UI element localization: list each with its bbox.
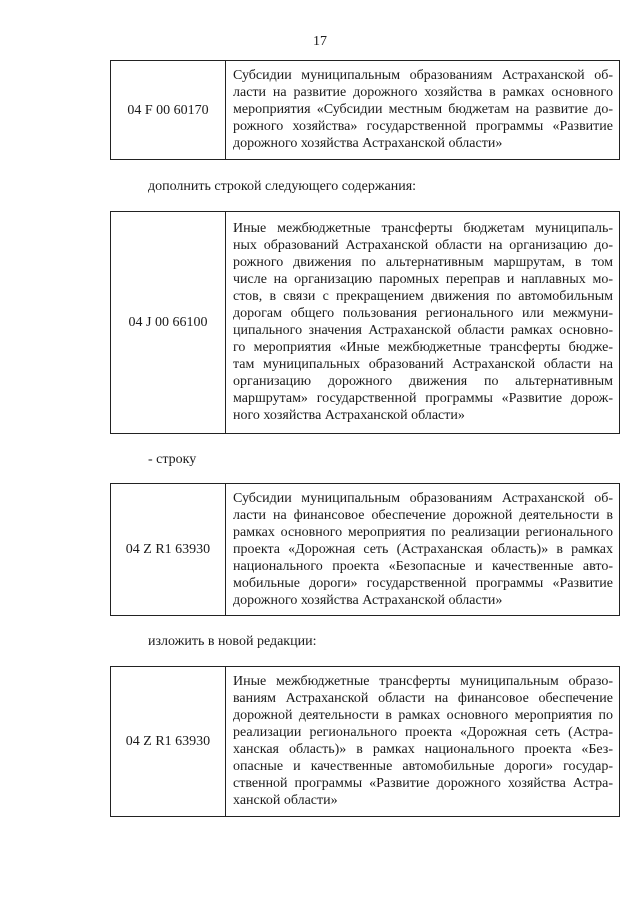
table-row [111, 61, 620, 160]
description-line: ного хозяйства Астраханской области» [233, 408, 465, 423]
description-line: там муниципальных образований Астраханской области на [233, 357, 613, 372]
budget-code-table-1 [110, 60, 620, 160]
description-cell [226, 667, 620, 817]
description-cell [226, 484, 620, 616]
description-line: мобильные дороги» государственной программы «Развитие [233, 575, 613, 591]
description-line: Иные межбюджетные трансферты муниципальным образо- [233, 674, 613, 689]
description-line: дорожной деятельности в рамках основного мероприятия по [233, 708, 613, 723]
description-line: дорогам общего пользования регионального или межмуни- [233, 306, 613, 321]
description-line: го мероприятия «Иные межбюджетные трансферты бюдже- [233, 340, 613, 355]
description-line: ханской области» [233, 793, 338, 808]
budget-code-cell: 04 J 00 66100 [111, 212, 226, 434]
description-cell [226, 212, 620, 434]
description-line: ципального значения Астраханской области рамках основно- [233, 323, 613, 338]
description-line: рожного движения по альтернативным маршрутам, в том [233, 255, 613, 270]
description-line: мероприятия «Субсидии местным бюджетам на развитие до- [233, 102, 613, 117]
description-line: проекта «Дорожная сеть (Астраханская область)» в рамках [233, 541, 613, 557]
instruction-text: дополнить строкой следующего содержания: [148, 179, 417, 194]
description-line: реализации регионального проекта «Дорожная сеть (Астра- [233, 725, 613, 740]
description-cell [226, 61, 620, 160]
budget-code-cell: 04 Z R1 63930 [111, 484, 226, 616]
description-line: ханская область)» в рамках национального проекта «Без- [233, 742, 613, 757]
description-line: Субсидии муниципальным образованиям Астраханской об- [233, 490, 613, 506]
description-line: стов, в связи с прекращением движения по автомобильным [233, 289, 613, 304]
description-line: национального проекта «Безопасные и качественные авто- [233, 558, 613, 574]
table-row [111, 484, 620, 616]
description-line: дорожного хозяйства Астраханской области» [233, 592, 503, 608]
table-row [111, 212, 620, 434]
description-line: ных образований Астраханской области на организацию до- [233, 238, 613, 253]
description-line: Иные межбюджетные трансферты бюджетам муниципаль- [233, 221, 613, 236]
description-line: числе на организацию паромных переправ и наплавных мо- [233, 272, 613, 287]
description-line: маршрутам» государственной программы «Развитие дорож- [233, 391, 613, 406]
description-line: ственной программы «Развитие дорожного хозяйства Астра- [233, 776, 613, 791]
description-line: дорожного хозяйства Астраханской области» [233, 136, 503, 151]
budget-code-cell: 04 Z R1 63930 [111, 667, 226, 817]
budget-code-table-2 [110, 211, 620, 434]
budget-code-cell: 04 F 00 60170 [111, 61, 226, 160]
description-line: ласти на развитие дорожного хозяйства в рамках основного [233, 85, 613, 100]
description-line: ласти на финансовое обеспечение дорожной деятельности в [233, 507, 613, 523]
page-number: 17 [313, 34, 327, 49]
description-line: Субсидии муниципальным образованиям Астраханской об- [233, 68, 613, 83]
instruction-text: изложить в новой редакции: [148, 634, 317, 649]
description-line: рамках основного мероприятия по реализации регионального [233, 524, 613, 540]
table-row [111, 667, 620, 817]
description-line: опасные и качественные автомобильные дороги» государ- [233, 759, 613, 774]
description-line: ваниям Астраханской области на финансовое обеспечение [233, 691, 613, 706]
description-line: рожного хозяйства» государственной программы «Развитие [233, 119, 613, 134]
budget-code-table-3 [110, 483, 620, 616]
budget-code-table-4 [110, 666, 620, 817]
instruction-text: - строку [148, 452, 197, 467]
description-line: организацию дорожного движения по альтернативным [233, 374, 613, 389]
